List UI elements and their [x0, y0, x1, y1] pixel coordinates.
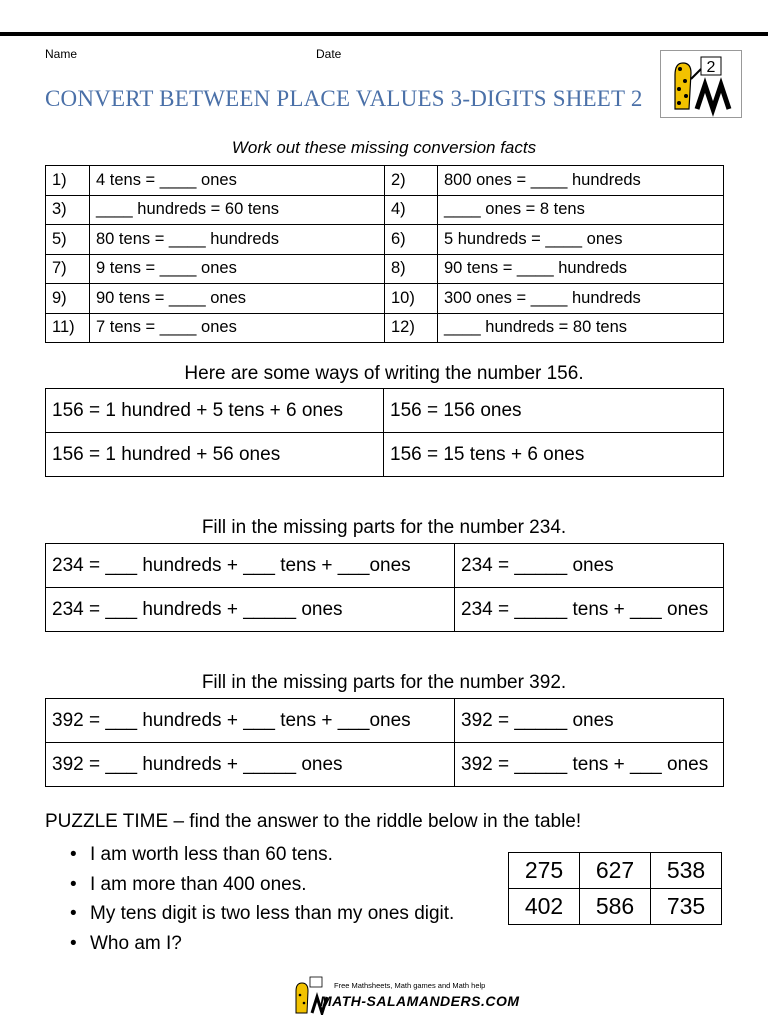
number-392-table	[45, 698, 724, 787]
answer-cell: 627	[580, 853, 651, 889]
fill-in-cell: 392 = _____ ones	[455, 699, 724, 743]
question-number: 11)	[46, 313, 90, 343]
question-number: 1)	[46, 166, 90, 196]
answer-cell: 538	[651, 853, 722, 889]
answer-cell: 735	[651, 889, 722, 925]
question-text: 80 tens = ____ hundreds	[90, 225, 385, 255]
puzzle-answer-grid	[508, 852, 722, 925]
question-text: 300 ones = ____ hundreds	[438, 284, 724, 314]
fill-in-cell: 392 = ___ hundreds + ___ tens + ___ones	[46, 699, 455, 743]
footer-site: MATH-SALAMANDERS.COM	[320, 993, 520, 1009]
question-text: 90 tens = ____ ones	[90, 284, 385, 314]
fill-in-cell: 234 = _____ ones	[455, 544, 724, 588]
table-row	[46, 544, 724, 588]
table-row	[46, 699, 724, 743]
question-text: 4 tens = ____ ones	[90, 166, 385, 196]
fill-in-cell: 392 = _____ tens + ___ ones	[455, 743, 724, 787]
question-text: 90 tens = ____ hundreds	[438, 254, 724, 284]
question-number: 3)	[46, 195, 90, 225]
table-row	[46, 389, 724, 433]
riddle-clue: • My tens digit is two less than my ones digit.	[70, 899, 454, 929]
question-text: ____ hundreds = 80 tens	[438, 313, 724, 343]
question-number: 4)	[385, 195, 438, 225]
question-text: ____ ones = 8 tens	[438, 195, 724, 225]
question-number: 2)	[385, 166, 438, 196]
footer-tagline: Free Mathsheets, Math games and Math help	[334, 981, 486, 990]
riddle-clues	[70, 840, 454, 958]
table-row	[46, 588, 724, 632]
question-number: 12)	[385, 313, 438, 343]
logo-number: 2	[706, 59, 716, 76]
number-392-caption: Fill in the missing parts for the number 392.	[201, 672, 567, 693]
conversion-facts-table	[45, 165, 724, 343]
question-number: 8)	[385, 254, 438, 284]
example-156-table	[45, 388, 724, 477]
fill-in-cell: 234 = _____ tens + ___ ones	[455, 588, 724, 632]
answer-cell: 402	[509, 889, 580, 925]
table-row	[46, 225, 724, 255]
question-text: 7 tens = ____ ones	[90, 313, 385, 343]
table-row	[46, 254, 724, 284]
fill-in-cell: 234 = ___ hundreds + ___ tens + ___ones	[46, 544, 455, 588]
table-row	[46, 743, 724, 787]
question-text: 9 tens = ____ ones	[90, 254, 385, 284]
example-cell: 156 = 15 tens + 6 ones	[384, 433, 724, 477]
question-text: ____ hundreds = 60 tens	[90, 195, 385, 225]
answer-cell: 275	[509, 853, 580, 889]
table-row	[46, 166, 724, 196]
example-caption: Here are some ways of writing the number 156.	[184, 363, 584, 384]
question-number: 5)	[46, 225, 90, 255]
number-234-table	[45, 543, 724, 632]
question-number: 7)	[46, 254, 90, 284]
table-row	[509, 889, 722, 925]
puzzle-title: PUZZLE TIME – find the answer to the riddle below in the table!	[45, 811, 582, 832]
instruction-text: Work out these missing conversion facts	[231, 138, 537, 157]
example-cell: 156 = 1 hundred + 5 tens + 6 ones	[46, 389, 384, 433]
riddle-clue: • Who am I?	[70, 929, 454, 959]
answer-cell: 586	[580, 889, 651, 925]
example-cell: 156 = 1 hundred + 56 ones	[46, 433, 384, 477]
example-cell: 156 = 156 ones	[384, 389, 724, 433]
riddle-clue: • I am worth less than 60 tens.	[70, 840, 454, 870]
table-row	[46, 284, 724, 314]
salamander-logo	[660, 50, 742, 118]
question-text: 5 hundreds = ____ ones	[438, 225, 724, 255]
question-number: 6)	[385, 225, 438, 255]
page-title: CONVERT BETWEEN PLACE VALUES 3-DIGITS SHEET 2	[45, 86, 643, 111]
fill-in-cell: 234 = ___ hundreds + _____ ones	[46, 588, 455, 632]
fill-in-cell: 392 = ___ hundreds + _____ ones	[46, 743, 455, 787]
table-row	[46, 313, 724, 343]
table-row	[46, 433, 724, 477]
number-234-caption: Fill in the missing parts for the number 234.	[201, 517, 567, 538]
riddle-clue: • I am more than 400 ones.	[70, 870, 454, 900]
question-number: 9)	[46, 284, 90, 314]
question-number: 10)	[385, 284, 438, 314]
name-label: Name	[45, 47, 78, 61]
table-row	[46, 195, 724, 225]
top-rule	[0, 32, 768, 36]
question-text: 800 ones = ____ hundreds	[438, 166, 724, 196]
date-label: Date	[316, 47, 342, 61]
table-row	[509, 853, 722, 889]
